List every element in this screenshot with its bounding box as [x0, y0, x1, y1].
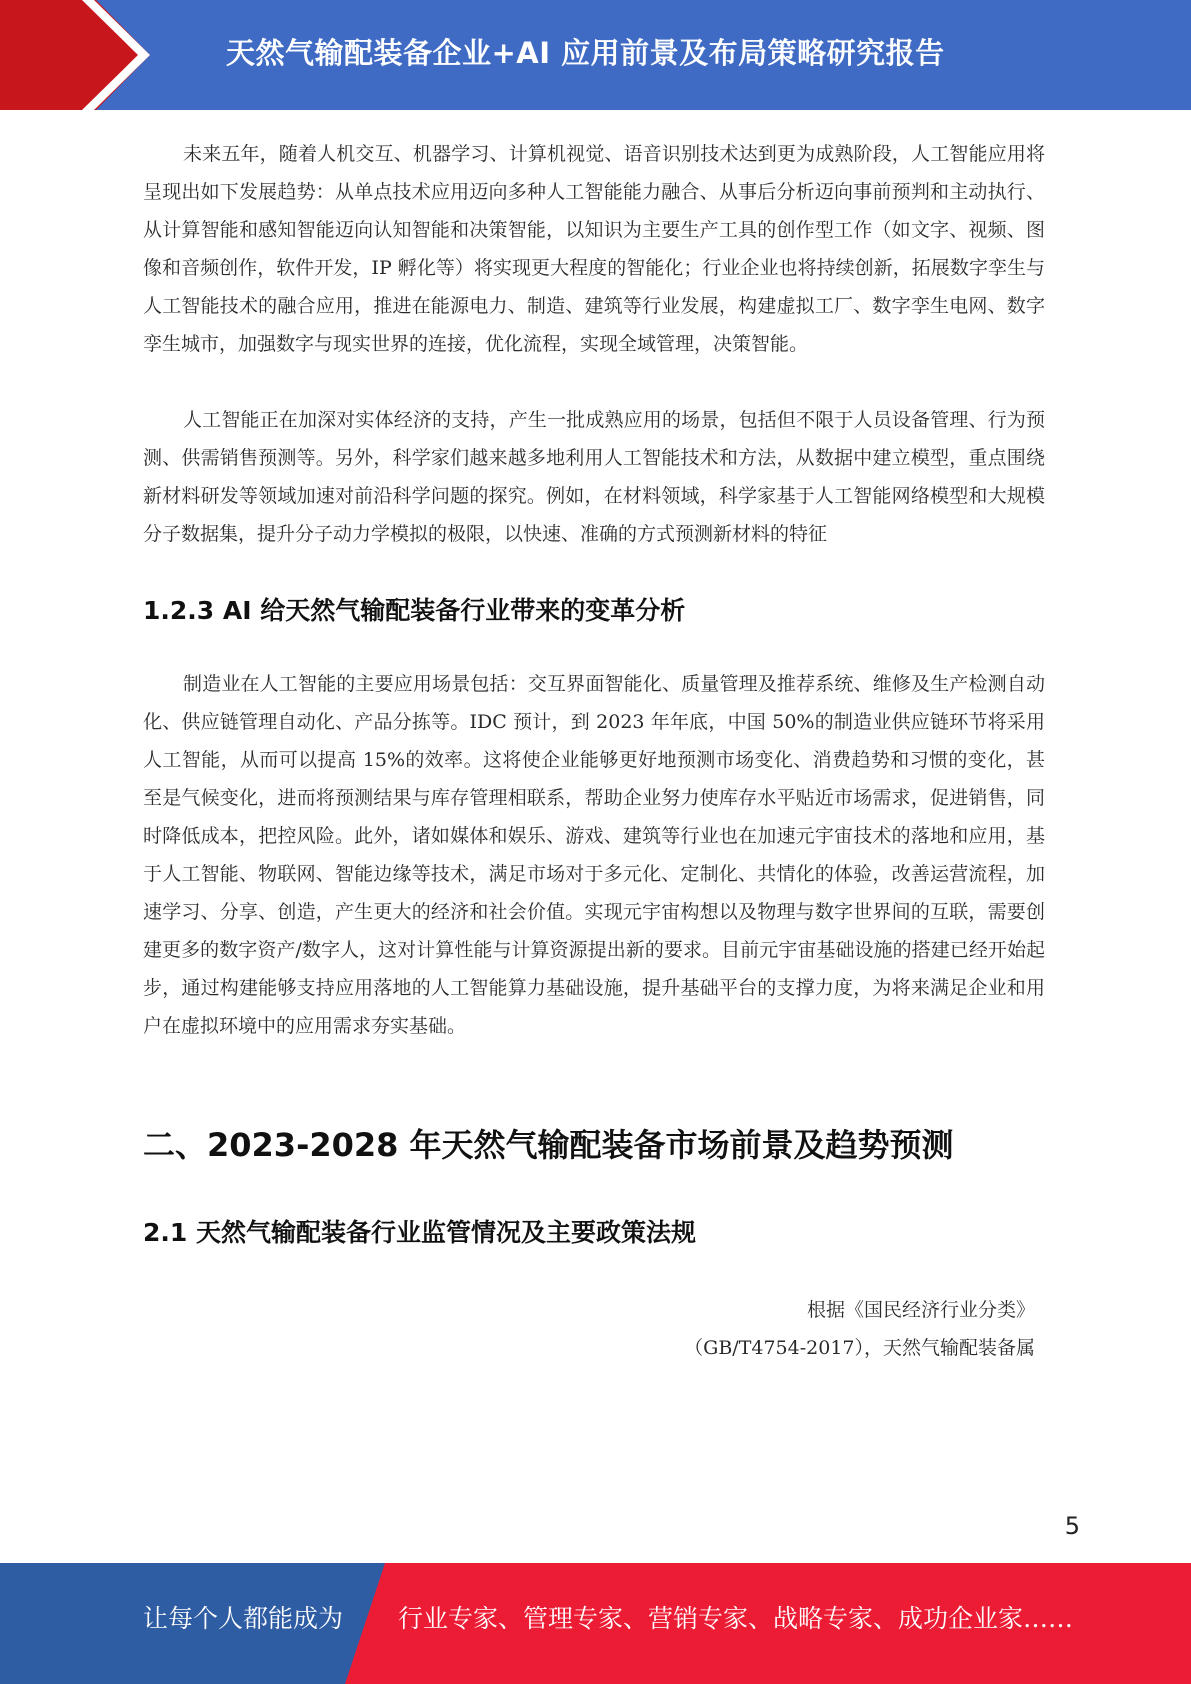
- page-content: [143, 135, 1045, 1367]
- paragraph-ai-economy: 人工智能正在加深对实体经济的支持，产生一批成熟应用的场景，包括但不限于人员设备管理、行为预测、供需销售预测等。另外，科学家们越来越多地利用人工智能技术和方法，从数据中建立模型，重点围绕新材料研发等领域加速对前沿科学问题的探究。例如，在材料领域，科学家基于人工智能网络模型和大规模分子数据集，提升分子动力学模拟的极限，以快速、准确的方式预测新材料的特征: [143, 409, 1045, 545]
- section-heading-2-1: 2.1 天然气输配装备行业监管情况及主要政策法规: [143, 1218, 696, 1247]
- footer-banner: [0, 1563, 1191, 1684]
- classification-note-line-1: 根据《国民经济行业分类》: [806, 1299, 1035, 1321]
- footer-slogan-right: 行业专家、管理专家、营销专家、战略专家、成功企业家……: [398, 1604, 1074, 1633]
- paragraph-manufacturing-ai: 制造业在人工智能的主要应用场景包括：交互界面智能化、质量管理及推荐系统、维修及生产检测自动化、供应链管理自动化、产品分拣等。IDC 预计，到 2023 年年底，中国 50%的制造业供应链环节将采用人工智能，从而可以提高 15%的效率。这将使企业能够更好地预测市场变化、消费趋势和习惯的变化，甚至是气候变化，进而将预测结果与库存管理相联系，帮助企业努力使库存水平贴近市场需求，促进销售，同时降低成本，把控风险。此外，诸如媒体和娱乐、游戏、建筑等行业也在加速元宇宙技术的落地和应用，基于人工智能、物联网、智能边缘等技术，满足市场对于多元化、定制化、共情化的体验，改善运营流程，加速学习、分享、创造，产生更大的经济和社会价值。实现元宇宙构想以及物理与数字世界间的互联，需要创建更多的数字资产/数字人，这对计算性能与计算资源提出新的要求。目前元宇宙基础设施的搭建已经开始起步，通过构建能够支持应用落地的人工智能算力基础设施，提升基础平台的支撑力度，为将来满足企业和用户在虚拟环境中的应用需求夯实基础。: [143, 673, 1045, 1037]
- page-number: 5: [1064, 1512, 1080, 1540]
- classification-note-line-2: （GB/T4754-2017），天然气输配装备属: [684, 1337, 1035, 1359]
- chapter-heading-2: 二、2023-2028 年天然气输配装备市场前景及趋势预测: [143, 1126, 954, 1164]
- section-heading-1-2-3: 1.2.3 AI 给天然气输配装备行业带来的变革分析: [143, 596, 686, 625]
- paragraph-ai-trends: 未来五年，随着人机交互、机器学习、计算机视觉、语音识别技术达到更为成熟阶段，人工智能应用将呈现出如下发展趋势：从单点技术应用迈向多种人工智能能力融合、从事后分析迈向事前预判和主动执行、从计算智能和感知智能迈向认知智能和决策智能，以知识为主要生产工具的创作型工作（如文字、视频、图像和音频创作，软件开发，IP 孵化等）将实现更大程度的智能化；行业企业也将持续创新，拓展数字孪生与人工智能技术的融合应用，推进在能源电力、制造、建筑等行业发展，构建虚拟工厂、数字孪生电网、数字孪生城市，加强数字与现实世界的连接，优化流程，实现全域管理，决策智能。: [143, 143, 1045, 355]
- footer-slogan-left: 让每个人都能成为: [143, 1604, 344, 1633]
- report-title: 天然气输配装备企业+AI 应用前景及布局策略研究报告: [226, 36, 945, 70]
- classification-note: [143, 1291, 1045, 1367]
